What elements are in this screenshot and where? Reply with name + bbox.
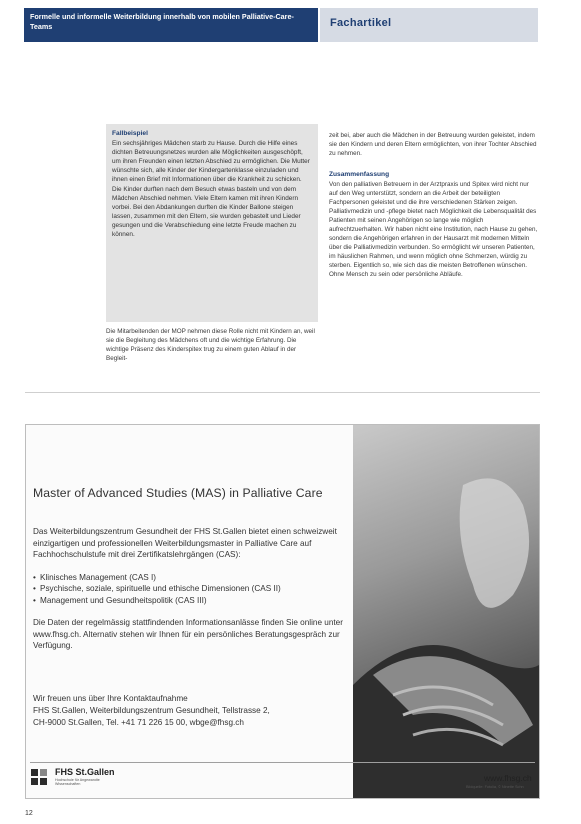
ad-contact-line: CH-9000 St.Gallen, Tel. +41 71 226 15 00, wbge@fhsg.ch <box>33 717 244 727</box>
fhs-logo-icon <box>40 769 47 776</box>
right-column <box>329 131 539 279</box>
fhs-logo-subtitle: Hochschule für Angewandte Wissenschaften <box>55 778 100 786</box>
ad-contact <box>33 693 353 728</box>
page-number: 12 <box>25 810 33 817</box>
left-column-paragraph: Die Mitarbeitenden der MOP nehmen diese Rolle nicht mit Kindern an, weil sie die Begleitung des Mädchens oft und die wichtige Erfahrung. Die wichtige Präsenz des Kinderspitex trug zu einem guten Ablauf in der Begleit- <box>106 328 315 362</box>
fhs-logo-icon <box>40 778 47 785</box>
ad-intro: Das Weiterbildungszentrum Gesundheit der FHS St.Gallen bietet einen schweizweit einzigartigen und professionellen Weiterbildungsmaster in Palliative Care auf Fachhochschulstufe mit drei Zertifikatslehrgängen (CAS): <box>33 527 337 559</box>
ad-course-item: • Klinisches Management (CAS I) <box>33 572 353 584</box>
right-column-intro: zeit bei, aber auch die Mädchen in der Betreuung wurden geleistet, indem sie den Kindern und deren Eltern ermöglichten, von ihrer Tochter Abschied zu nehmen. <box>329 132 537 157</box>
ad-photo-hands <box>353 425 539 798</box>
ad-contact-line: FHS St.Gallen, Weiterbildungszentrum Gesundheit, Tellstrasse 2, <box>33 705 270 715</box>
ad-title: Master of Advanced Studies (MAS) in Palliative Care <box>33 486 323 500</box>
header-article-title: Formelle und informelle Weiterbildung innerhalb von mobilen Palliative-Care-Teams <box>24 8 318 42</box>
left-column-text <box>106 327 318 363</box>
fhs-logo-icon <box>31 778 38 785</box>
ad-photo-graphic <box>353 425 539 798</box>
fhs-logo-icon <box>31 769 38 776</box>
ad-website-link[interactable]: www.fhsg.ch <box>484 773 532 783</box>
fhs-logo-name: FHS St.Gallen <box>55 767 115 777</box>
header-section-label: Fachartikel <box>320 8 538 42</box>
ad-course-item: • Management und Gesundheitspolitik (CAS III) <box>33 595 353 607</box>
summary-heading: Zusammenfassung <box>329 171 390 178</box>
case-example-box <box>106 124 318 322</box>
summary-text: Von den palliativen Betreuern in der Arztpraxis und Spitex wird nicht nur auf den Weg unterstützt, sondern an die Arbeit der beteiligten Fachpersonen geleistet und die ihre verschiedenen Stärken zeigen. Palliativmedizin und -pflege bietet nach Möglichkeit die Lebensqualität des Patienten mit seinen Angehörigen so lange wie möglich aufrechtzuerhalten. Wir haben nicht eine Institution, nach Hause zu gehen, sondern die Angehörigen erfahren in der Hausarzt mit modernen Mitteln über die Palliativmedizin verbunden. So ermöglicht wir unseren Patienten, im häuslichen Rahmen, und wenn möglich ohne Schmerzen, würdig zu sterben. Eigentlich so, wie sich das die meisten Betroffenen wünschen. Ohne Mensch zu sein oder persönliche Abläufe. <box>329 181 538 278</box>
ad-course-item: • Psychische, soziale, spirituelle und ethische Dimensionen (CAS II) <box>33 583 353 595</box>
ad-contact-line: Wir freuen uns über Ihre Kontaktaufnahme <box>33 694 188 703</box>
ad-info: Die Daten der regelmässig stattfindenden Informationsanlässe finden Sie online unter www.fhsg.ch. Alternativ stehen wir Ihnen für ein persönliches Beratungsgespräch zur Verfügung. <box>33 618 343 650</box>
ad-course-list <box>33 572 353 607</box>
section-divider <box>25 392 540 393</box>
ad-body <box>33 526 353 652</box>
case-example-heading: Fallbeispiel <box>112 130 148 137</box>
ad-photo-credit: Bildquelle: Fotolia, © Ninette Schn <box>466 785 524 789</box>
case-example-text: Ein sechsjähriges Mädchen starb zu Hause. Durch die Hilfe eines dichten Betreuungsnetzes wurden alle Möglichkeiten ausgeschöpft, um ihren Freunden einen letzten Abschied zu ermöglichen. Die Mutter wünschte sich, alle Kinder der Kindergartenklasse einzuladen und ihnen einen Brief mit Informationen über die Krankheit zu schicken. Die Kinder durften nach dem Besuch etwas basteln und von dem Mädchen Abschied nehmen. Viele Eltern kamen mit ihren Kindern vorbei. Bei den Abdankungen durften die Kinder Ballone steigen lassen, zusammen mit den Eltern, sie wurden gebastelt und Lieder gesungen und die Verabschiedung eine letzte Freude machen zu können. <box>112 140 310 239</box>
ad-footer-divider <box>30 762 535 763</box>
